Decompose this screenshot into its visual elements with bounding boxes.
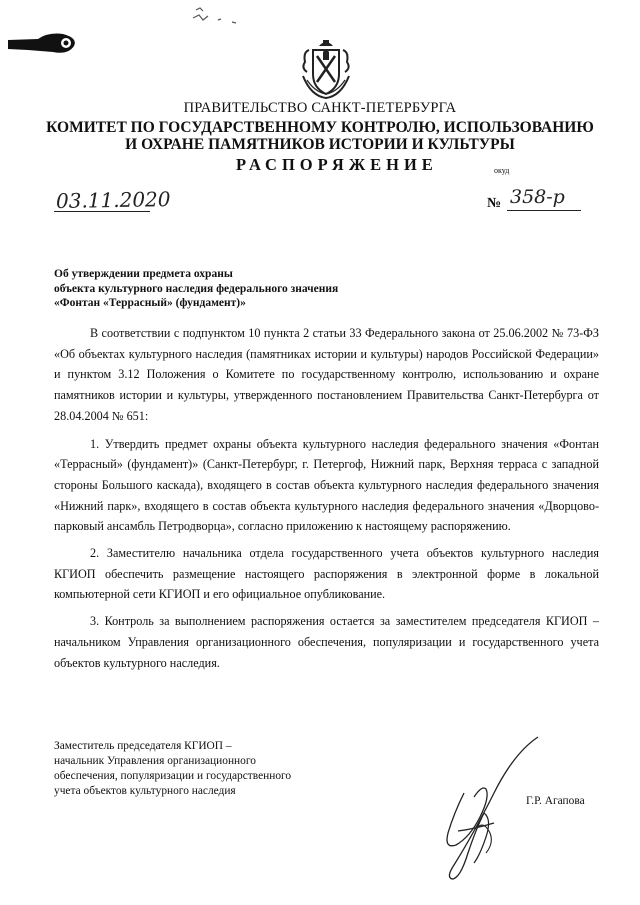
signer-title-line: начальник Управления организационного xyxy=(54,755,256,767)
order-item-1: 1. Утвердить предмет охраны объекта культурного наследия федерального значения «Фонтан «Террасный» (фундамент)» (Санкт-Петербург, г. Петергоф, Нижний парк, Верхняя терраса с западной стороны Большого каскада), входящего в состав объекта культурного наследия федерального значения «Нижний парк», входящего в состав объекта культурного наследия федерального значения «Дворцово-парковый ансамбль Петродворца», согласно приложению к настоящему распоряжению. xyxy=(54,436,599,534)
subject-line: Об утверждении предмета охраны xyxy=(54,268,233,280)
signer-title-line: обеспечения, популяризации и государственного xyxy=(54,770,292,782)
okud-label: окуд xyxy=(494,166,510,175)
subject-line: объекта культурного наследия федерального значения xyxy=(54,282,339,295)
government-name: ПРАВИТЕЛЬСТВО САНКТ-ПЕТЕРБУРГА xyxy=(183,100,457,116)
committee-line-2: И ОХРАНЕ ПАМЯТНИКОВ ИСТОРИИ И КУЛЬТУРЫ xyxy=(125,136,515,153)
handwritten-signature-icon xyxy=(434,733,544,883)
signer-title-line: учета объектов культурного наследия xyxy=(54,785,236,797)
document-type: РАСПОРЯЖЕНИЕ xyxy=(236,155,438,174)
scan-scribble-icon xyxy=(188,4,258,30)
scan-blot-icon xyxy=(8,30,78,56)
signer-title xyxy=(54,739,291,799)
committee-name xyxy=(0,119,640,153)
number-underline xyxy=(507,210,581,211)
document-number: 358-р xyxy=(510,186,565,208)
document-body xyxy=(54,323,599,673)
order-item-3: 3. Контроль за выполнением распоряжения остается за заместителем председателя КГИОП – начальником Управления организационного обеспечения, популяризации и государственного учета объектов культурного наследия. xyxy=(54,614,599,670)
document-date: 03.11.2020 xyxy=(55,187,171,213)
date-underline xyxy=(54,211,150,212)
subject-line: «Фонтан «Террасный» (фундамент)» xyxy=(54,297,246,309)
preamble-paragraph: В соответствии с подпунктом 10 пункта 2 статьи 33 Федерального закона от 25.06.2002 № 73-ФЗ «Об объектах культурного наследия (памятниках истории и культуры) народов Российской Федерации» и пунктом 3.12 Положения о Комитете по государственному контролю, использованию и охране памятников истории и культуры, утвержденного постановлением Правительства Санкт-Петербурга от 28.04.2004 № 651: xyxy=(54,326,599,423)
signer-name: Г.Р. Агапова xyxy=(526,795,585,807)
document-subject xyxy=(54,267,338,311)
committee-line-1: КОМИТЕТ ПО ГОСУДАРСТВЕННОМУ КОНТРОЛЮ, ИСПОЛЬЗОВАНИЮ xyxy=(46,119,594,136)
number-sign: № xyxy=(487,196,502,211)
st-petersburg-coat-of-arms-icon xyxy=(301,38,351,100)
signer-title-line: Заместитель председателя КГИОП – xyxy=(54,740,232,752)
order-item-2: 2. Заместителю начальника отдела государственного учета объектов культурного наследия КГИОП обеспечить размещение настоящего распоряжения в электронной форме в локальной компьютерной сети КГИОП и его официальное опубликование. xyxy=(54,546,599,602)
